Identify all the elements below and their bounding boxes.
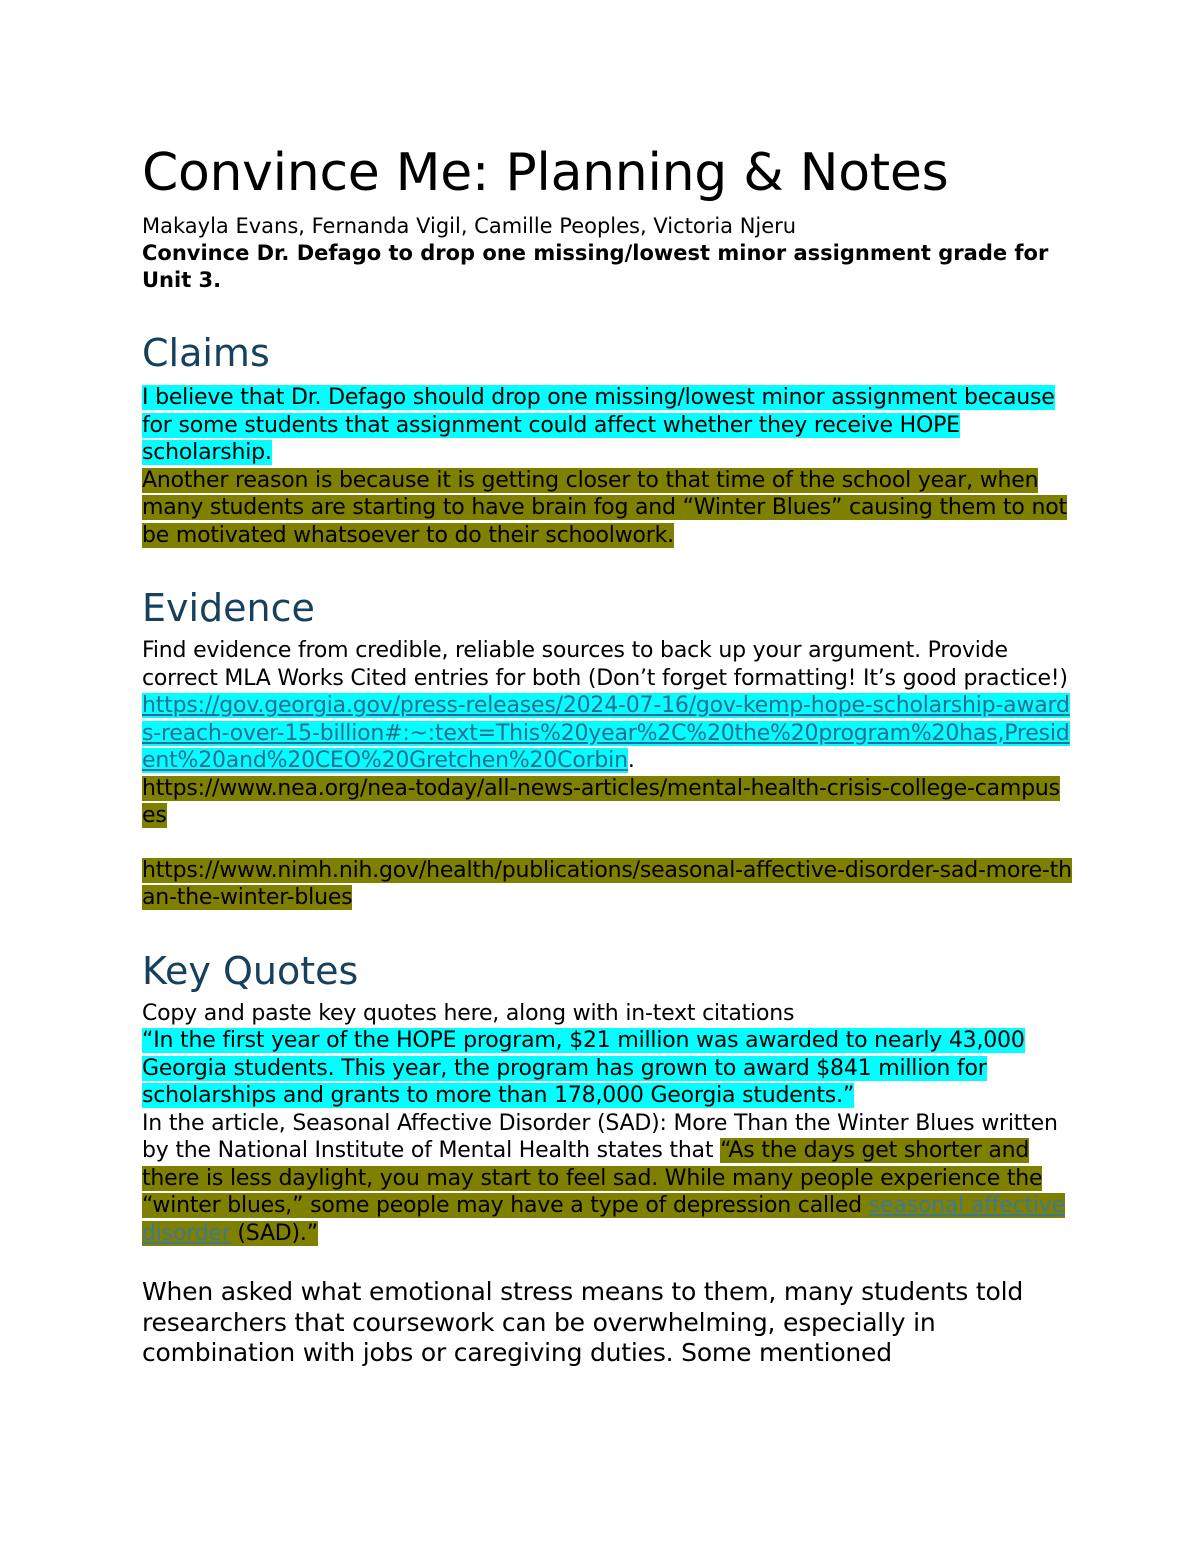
evidence-heading: Evidence bbox=[142, 586, 315, 630]
key-quotes-heading: Key Quotes bbox=[142, 948, 359, 993]
evidence-link-3: https://www.nimh.nih.gov/health/publications/seasonal-affective-disorder-sad-more-than-the-winter-blues bbox=[142, 857, 1072, 910]
quote-2-end: (SAD).” bbox=[230, 1220, 318, 1246]
evidence-link-2: https://www.nea.org/nea-today/all-news-articles/mental-health-crisis-college-campuses bbox=[142, 775, 1060, 828]
quote-2-intro: In the article, Seasonal Affective Disorder (SAD): More Than the Winter Blues written by the National Institute of Mental Health states that bbox=[142, 1110, 1058, 1163]
evidence-link-1-line bbox=[142, 692, 1072, 775]
evidence-link-2-line bbox=[142, 775, 1072, 830]
evidence-link-1[interactable]: https://gov.georgia.gov/press-releases/2024-07-16/gov-kemp-hope-scholarship-awards-reach-over-15-billion#:~:text=This%20year%2C%20the%20program%20has,President%20and%20CEO%20Gretchen%20Corbin bbox=[142, 693, 1070, 773]
quotes-instructions: Copy and paste key quotes here, along with in-text citations bbox=[142, 1000, 795, 1026]
claims-text bbox=[142, 384, 1072, 549]
sad-link[interactable]: seasonal affective disorder bbox=[142, 1193, 1065, 1246]
research-paragraph: When asked what emotional stress means to them, many students told researchers that coursework can be overwhelming, especially in combination with jobs or caregiving duties. Some mentioned bbox=[142, 1277, 1023, 1367]
task-statement: Convince Dr. Defago to drop one missing/lowest minor assignment grade for Unit 3. bbox=[142, 241, 1049, 292]
author-list: Makayla Evans, Fernanda Vigil, Camille Peoples, Victoria Njeru bbox=[142, 214, 797, 238]
quote-1: “In the first year of the HOPE program, $21 million was awarded to nearly 43,000 Georgia students. This year, the program has grown to award $841 million for scholarships and grants to more than 178,000 Georgia students.” bbox=[142, 1028, 1025, 1108]
claims-heading: Claims bbox=[142, 331, 270, 375]
evidence-link-3-line bbox=[142, 857, 1072, 912]
quote-2-line bbox=[142, 1110, 1072, 1248]
document-title: Convince Me: Planning & Notes bbox=[142, 143, 949, 203]
claim-1: I believe that Dr. Defago should drop one missing/lowest minor assignment because for some students that assignment could affect whether they receive HOPE scholarship. bbox=[142, 385, 1055, 465]
evidence-instructions: Find evidence from credible, reliable sources to back up your argument. Provide correct MLA Works Cited entries for both (Don’t forget formatting! It’s good practice!) bbox=[142, 638, 1068, 691]
link-1-suffix: . bbox=[627, 748, 635, 773]
document-body bbox=[142, 140, 1072, 1369]
claim-2: Another reason is because it is getting closer to that time of the school year, when many students are starting to have brain fog and “Winter Blues” causing them to not be motivated whatsoever to do their schoolwork. bbox=[142, 467, 1067, 548]
quote-1-line bbox=[142, 1027, 1072, 1110]
quote-2-text: “As the days get shorter and there is less daylight, you may start to feel sad. While many people experience the “winter blues,” some people may have a type of depression called bbox=[142, 1138, 1043, 1218]
